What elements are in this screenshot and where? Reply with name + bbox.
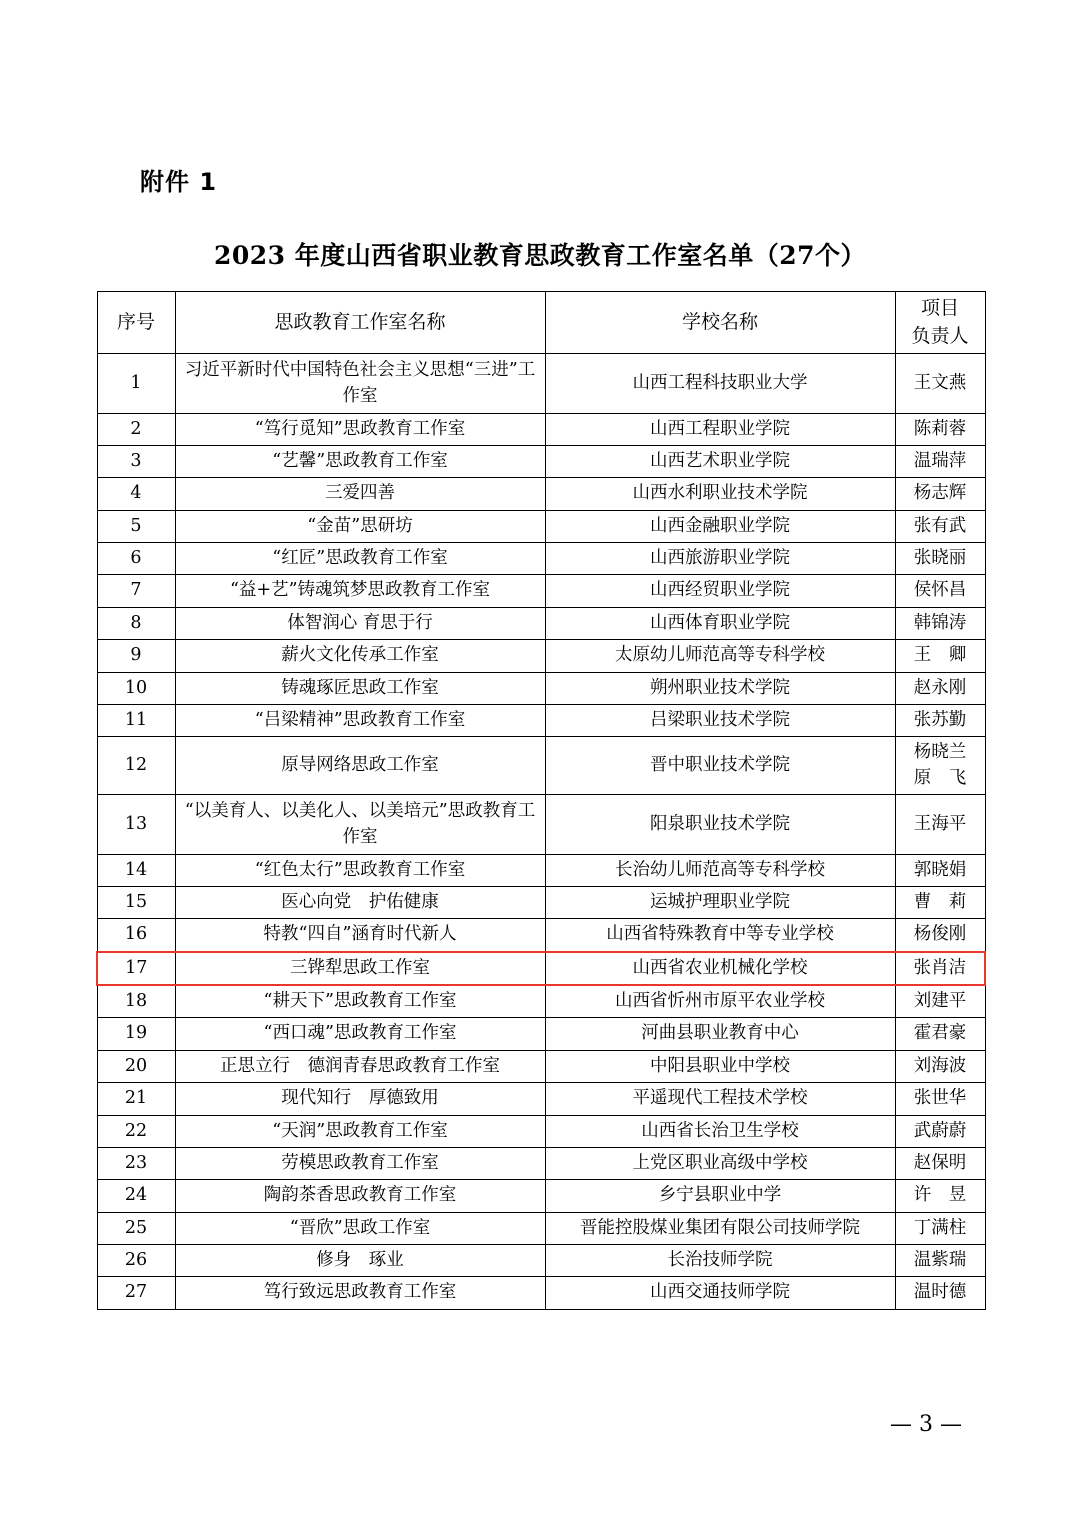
header-no: 序号: [97, 292, 175, 354]
table-row: [97, 1212, 985, 1244]
project-leader: 王 卿: [895, 640, 985, 672]
studio-name: 习近平新时代中国特色社会主义思想“三进”工作室: [175, 354, 545, 414]
table-row: [97, 510, 985, 542]
header-studio: 思政教育工作室名称: [175, 292, 545, 354]
project-leader: 张苏勤: [895, 704, 985, 736]
project-leader-line: 原 飞: [913, 767, 967, 788]
studio-name: 特教“四自”涵育时代新人: [175, 919, 545, 952]
school-name: 长治幼儿师范高等专科学校: [545, 854, 895, 886]
school-name: 山西经贸职业学院: [545, 575, 895, 607]
row-number: 16: [97, 919, 175, 952]
table-header-row: [97, 292, 985, 354]
table-row: [97, 413, 985, 445]
header-school: 学校名称: [545, 292, 895, 354]
studio-name: 体智润心 育思于行: [175, 607, 545, 639]
studio-name: “耕天下”思政教育工作室: [175, 985, 545, 1018]
row-number: 24: [97, 1180, 175, 1212]
project-leader: 杨志辉: [895, 478, 985, 510]
school-name: 山西工程职业学院: [545, 413, 895, 445]
row-number: 9: [97, 640, 175, 672]
row-number: 10: [97, 672, 175, 704]
studio-name: “吕梁精神”思政教育工作室: [175, 704, 545, 736]
page-title: 2023 年度山西省职业教育思政教育工作室名单（27个）: [213, 241, 867, 270]
table-row: [97, 704, 985, 736]
table-row: [97, 737, 985, 795]
row-number: 6: [97, 543, 175, 575]
project-leader: 许 昱: [895, 1180, 985, 1212]
studio-list-table: [96, 291, 986, 1310]
project-leader: 丁满柱: [895, 1212, 985, 1244]
project-leader: 王海平: [895, 795, 985, 855]
row-number: 14: [97, 854, 175, 886]
project-leader: 张有武: [895, 510, 985, 542]
row-number: 26: [97, 1245, 175, 1277]
project-leader: 张晓丽: [895, 543, 985, 575]
studio-name: “以美育人、以美化人、以美培元”思政教育工作室: [175, 795, 545, 855]
studio-name: “艺馨”思政教育工作室: [175, 445, 545, 477]
table-row: [97, 543, 985, 575]
row-number: 17: [97, 952, 175, 985]
row-number: 8: [97, 607, 175, 639]
project-leader: 陈莉蓉: [895, 413, 985, 445]
row-number: 7: [97, 575, 175, 607]
studio-name: “笃行觅知”思政教育工作室: [175, 413, 545, 445]
school-name: 山西省长治卫生学校: [545, 1115, 895, 1147]
studio-name: “益+艺”铸魂筑梦思政教育工作室: [175, 575, 545, 607]
row-number: 5: [97, 510, 175, 542]
table-row: [97, 1277, 985, 1309]
school-name: 河曲县职业教育中心: [545, 1018, 895, 1050]
row-number: 23: [97, 1147, 175, 1179]
school-name: 上党区职业高级中学校: [545, 1147, 895, 1179]
row-number: 3: [97, 445, 175, 477]
studio-name: “西口魂”思政教育工作室: [175, 1018, 545, 1050]
row-number: 27: [97, 1277, 175, 1309]
table-row: [97, 919, 985, 952]
studio-name: “红匠”思政教育工作室: [175, 543, 545, 575]
row-number: 12: [97, 737, 175, 795]
row-number: 4: [97, 478, 175, 510]
school-name: 山西工程科技职业大学: [545, 354, 895, 414]
school-name: 山西旅游职业学院: [545, 543, 895, 575]
table-row: [97, 952, 985, 985]
school-name: 中阳县职业中学校: [545, 1050, 895, 1082]
row-number: 11: [97, 704, 175, 736]
school-name: 山西交通技师学院: [545, 1277, 895, 1309]
studio-name: 修身 琢业: [175, 1245, 545, 1277]
studio-name: 医心向党 护佑健康: [175, 886, 545, 918]
studio-name: “红色太行”思政教育工作室: [175, 854, 545, 886]
table-row: [97, 795, 985, 855]
row-number: 19: [97, 1018, 175, 1050]
table-row: [97, 1050, 985, 1082]
table-row: [97, 640, 985, 672]
studio-name: 原导网络思政工作室: [175, 737, 545, 795]
page-number: — 3 —: [890, 1412, 962, 1437]
table-row: [97, 1147, 985, 1179]
studio-name: 笃行致远思政教育工作室: [175, 1277, 545, 1309]
studio-name: “晋欣”思政工作室: [175, 1212, 545, 1244]
studio-name: 薪火文化传承工作室: [175, 640, 545, 672]
school-name: 山西体育职业学院: [545, 607, 895, 639]
row-number: 15: [97, 886, 175, 918]
school-name: 山西艺术职业学院: [545, 445, 895, 477]
studio-name: 陶韵茶香思政教育工作室: [175, 1180, 545, 1212]
table-row: [97, 672, 985, 704]
studio-name: 三铧犁思政工作室: [175, 952, 545, 985]
table-row: [97, 854, 985, 886]
row-number: 1: [97, 354, 175, 414]
school-name: 山西金融职业学院: [545, 510, 895, 542]
header-leader: [895, 292, 985, 354]
school-name: 长治技师学院: [545, 1245, 895, 1277]
school-name: 山西省忻州市原平农业学校: [545, 985, 895, 1018]
project-leader: 刘建平: [895, 985, 985, 1018]
project-leader: 霍君豪: [895, 1018, 985, 1050]
row-number: 22: [97, 1115, 175, 1147]
table-row: [97, 886, 985, 918]
table-row: [97, 1083, 985, 1115]
table-row: [97, 1115, 985, 1147]
studio-name: “天润”思政教育工作室: [175, 1115, 545, 1147]
row-number: 21: [97, 1083, 175, 1115]
project-leader: 武蔚蔚: [895, 1115, 985, 1147]
header-leader-line2: 负责人: [911, 324, 969, 347]
project-leader: 温时德: [895, 1277, 985, 1309]
table-body: [97, 354, 985, 1310]
project-leader: 杨俊刚: [895, 919, 985, 952]
project-leader: 韩锦涛: [895, 607, 985, 639]
studio-name: 劳模思政教育工作室: [175, 1147, 545, 1179]
project-leader: 王文燕: [895, 354, 985, 414]
school-name: 晋中职业技术学院: [545, 737, 895, 795]
school-name: 阳泉职业技术学院: [545, 795, 895, 855]
table-row: [97, 354, 985, 414]
table-row: [97, 445, 985, 477]
row-number: 25: [97, 1212, 175, 1244]
table-header: [97, 292, 985, 354]
table-row: [97, 575, 985, 607]
school-name: 吕梁职业技术学院: [545, 704, 895, 736]
school-name: 平遥现代工程技术学校: [545, 1083, 895, 1115]
row-number: 20: [97, 1050, 175, 1082]
table-row: [97, 1018, 985, 1050]
table-row: [97, 478, 985, 510]
project-leader: 郭晓娟: [895, 854, 985, 886]
project-leader-line: 杨晓兰: [913, 742, 967, 763]
studio-name: 铸魂琢匠思政工作室: [175, 672, 545, 704]
table-row: [97, 607, 985, 639]
row-number: 2: [97, 413, 175, 445]
table-row: [97, 985, 985, 1018]
project-leader: 张肖洁: [895, 952, 985, 985]
school-name: 山西省农业机械化学校: [545, 952, 895, 985]
project-leader: 侯怀昌: [895, 575, 985, 607]
project-leader: [895, 737, 985, 795]
project-leader: 温紫瑞: [895, 1245, 985, 1277]
project-leader: 曹 莉: [895, 886, 985, 918]
row-number: 13: [97, 795, 175, 855]
project-leader: 赵保明: [895, 1147, 985, 1179]
studio-name: 正思立行 德润青春思政教育工作室: [175, 1050, 545, 1082]
project-leader: 刘海波: [895, 1050, 985, 1082]
school-name: 朔州职业技术学院: [545, 672, 895, 704]
table-row: [97, 1180, 985, 1212]
project-leader: 赵永刚: [895, 672, 985, 704]
school-name: 运城护理职业学院: [545, 886, 895, 918]
studio-name: 现代知行 厚德致用: [175, 1083, 545, 1115]
studio-name: 三爱四善: [175, 478, 545, 510]
school-name: 乡宁县职业中学: [545, 1180, 895, 1212]
project-leader: 张世华: [895, 1083, 985, 1115]
project-leader: 温瑞萍: [895, 445, 985, 477]
row-number: 18: [97, 985, 175, 1018]
table-row: [97, 1245, 985, 1277]
school-name: 山西省特殊教育中等专业学校: [545, 919, 895, 952]
school-name: 太原幼儿师范高等专科学校: [545, 640, 895, 672]
studio-name: “金苗”思研坊: [175, 510, 545, 542]
attachment-label: 附件 1: [140, 168, 218, 196]
school-name: 山西水利职业技术学院: [545, 478, 895, 510]
header-leader-line1: 项目: [920, 297, 959, 319]
school-name: 晋能控股煤业集团有限公司技师学院: [545, 1212, 895, 1244]
